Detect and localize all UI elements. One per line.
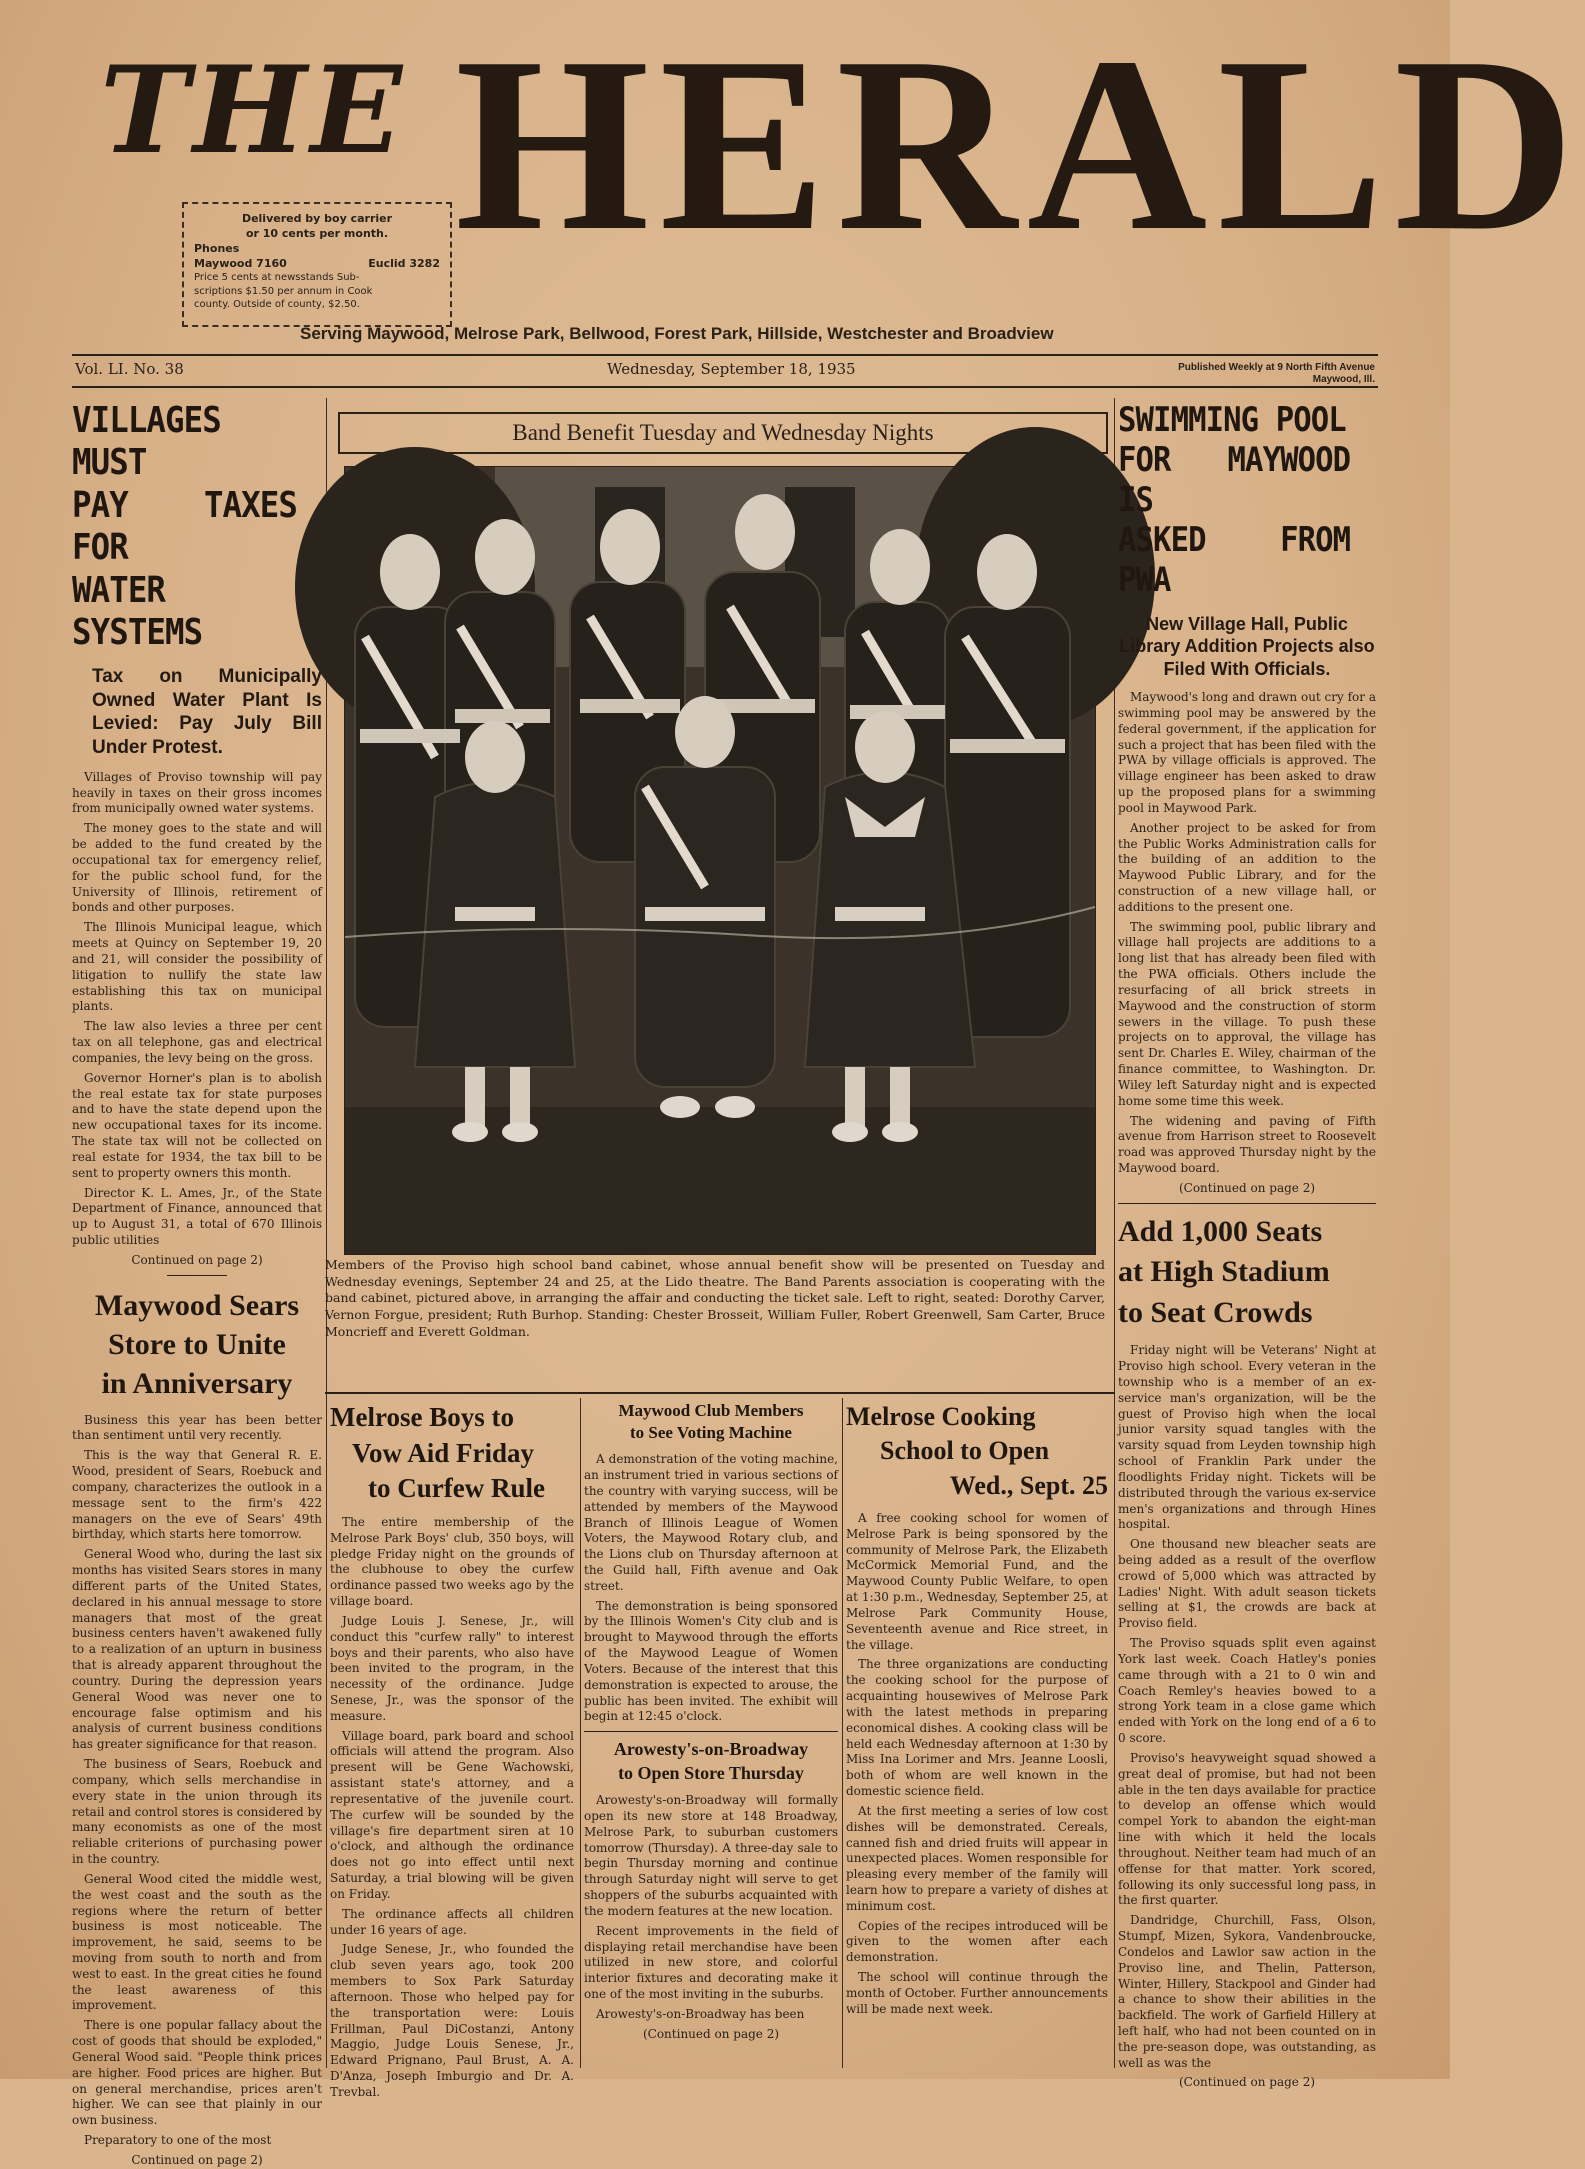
sears-paragraph: Business this year has been better than sentiment until very recently.: [72, 1412, 322, 1443]
melrose-boys-headline: [330, 1400, 574, 1507]
cooking-headline: [846, 1400, 1108, 1503]
caption-rule: [325, 1392, 1115, 1394]
headline-line: to Seat Crowds: [1118, 1295, 1313, 1329]
right-column: [1118, 400, 1376, 2090]
melrose-boys-paragraph: The ordinance affects all children under 16 years of age.: [330, 1906, 574, 1937]
headline-line: SWIMMING POOL: [1118, 400, 1346, 440]
continued-notice: (Continued on page 2): [1178, 1180, 1316, 1195]
volume-number: Vol. LI. No. 38: [75, 360, 184, 378]
publisher-info: [1085, 362, 1375, 386]
photo-caption: Members of the Proviso high school band cabinet, whose annual benefit show will be presented on Tuesday and Wednesday evenings, September 24 and 25, at the Lido theatre. The Band Parents association is cooperating with the band cabinet, pictured above, in arranging the affair and conducting the ticket sale. Left to right, seated: Dorothy Carver, Vernon Forgue, president; Ruth Burhop. Standing: Chester Brosseit, William Fuller, Robert Greenwell, Sam Carter, Bruce Moncrieff and Everett Goldman.: [325, 1257, 1105, 1339]
villages-paragraph: Director K. L. Ames, Jr., of the State Department of Finance, announced that up to August 31, a total of 670 Illinois public utilities: [72, 1185, 322, 1247]
melrose-boys-paragraph: Village board, park board and school officials will attend the program. Also present will be Gene Wachowski, assistant state's attorney, and a representative of the juvenile court. The curfew will be sounded by the village's fire department siren at 10 o'clock, and although the ordinance does not go into effect until next Saturday, a trial blowing will be given on Friday.: [330, 1728, 574, 1901]
issue-date: Wednesday, September 18, 1935: [607, 360, 856, 378]
masthead-the: THE: [100, 40, 407, 181]
headline-line: Store to Unite: [108, 1327, 286, 1361]
stadium-paragraph: Friday night will be Veterans' Night at Proviso high school. Every veteran in the township who is a member of an ex-service man's organization, will be the guest of Proviso high when the local junior varsity squad tangles with the varsity squad from Leyden township high school of Franklin Park under the floodlights Friday night. Tickets will be distributed through the various ex-service men's organizations and through Hines hospital.: [1118, 1343, 1376, 1532]
photo-illustration: [345, 467, 1095, 1254]
headline-line: School to Open: [880, 1436, 1050, 1466]
band-cabinet-photo: [344, 466, 1096, 1255]
headline-line: Melrose Cooking: [846, 1402, 1036, 1431]
melrose-boys-paragraph: The entire membership of the Melrose Park Boys' club, 350 boys, will pledge Friday night on the grounds of the clubhouse to obey the curfew ordinance passed two weeks ago by the village board.: [330, 1514, 574, 1609]
divider: [584, 1731, 838, 1732]
pool-paragraph: The widening and paving of Fifth avenue from Harrison street to Roosevelt road was approved Thursday night by the Maywood board.: [1118, 1113, 1376, 1176]
sears-paragraph: General Wood cited the middle west, the west coast and the south as the regions where the return of better business is most noticeable. The improvement, he said, seems to be moving from south to north and from west to east. In the great cities he found the least awareness of this improvement.: [72, 1871, 322, 2013]
continued-notice: Continued on page 2): [131, 2152, 263, 2167]
villages-article: [72, 400, 322, 1276]
voting-paragraph: A demonstration of the voting machine, an instrument tried in various sections of the country with varying success, will be attended by members of the Maywood Branch of Illinois League of Women Voters, the Maywood Rotary club, and the Lions club on Thursday afternoon at the Guild hall, Fifth avenue and Oak street.: [584, 1452, 838, 1593]
divider: [167, 1275, 227, 1276]
delivery-phones: [194, 257, 440, 272]
villages-paragraph: The money goes to the state and will be added to the fund created by the occupational tax for emergency relief, for the public school fund, for the University of Illinois, retirement of bonds and other purposes.: [72, 821, 322, 915]
melrose-boys-article: [330, 1400, 574, 2099]
sears-article: [72, 1286, 322, 2169]
headline-line: Vow Aid Friday: [352, 1437, 535, 1468]
headline-line: to See Voting Machine: [630, 1423, 792, 1443]
headline-line: Maywood Sears: [94, 1288, 300, 1322]
stadium-headline: [1118, 1212, 1376, 1334]
sears-paragraph: Preparatory to one of the most: [84, 2133, 272, 2148]
headline-line: to Open Store Thursday: [618, 1762, 804, 1783]
masthead-rule-top: [72, 354, 1378, 356]
left-column: [72, 400, 322, 2167]
divider: [1118, 1203, 1376, 1204]
band-benefit-banner: Band Benefit Tuesday and Wednesday Nights: [338, 412, 1108, 454]
melrose-boys-paragraph: Judge Senese, Jr., who founded the club seven years ago, took 200 members to Sox Park Saturday afternoon. Those who helped pay for the transportation were: Louis Frillman, Paul DiCostanzi, Antony Maggio, Judge Louis Senese, Jr., Edward Prignano, Paul Brust, A. A. D'Anza, Joseph Imburgio and Dr. A. Trevbal.: [330, 1942, 574, 2099]
headline-line: Maywood Club Members: [618, 1401, 804, 1420]
masthead-title: HERALD: [455, 6, 1585, 283]
pool-headline: [1118, 400, 1350, 601]
villages-paragraph: Villages of Proviso township will pay heavily in taxes on their gross incomes from municipally owned water systems.: [72, 769, 322, 816]
headline-line: WATER SYSTEMS: [72, 569, 203, 654]
arowesty-paragraph: Recent improvements in the field of displaying retail merchandise have been utilized in new store, and colorful interior fixtures and decorating make it one of the most inviting in the suburbs.: [584, 1923, 838, 2001]
continued-notice: (Continued on page 2): [642, 2026, 780, 2041]
sears-paragraph: The business of Sears, Roebuck and company, which sells merchandise in every state in the union through its retail and control stores is considered by many economists as one of the most reliable criterions of purchasing power in the country.: [72, 1757, 322, 1867]
arowesty-paragraph: Arowesty's-on-Broadway has been: [596, 2006, 805, 2021]
pool-paragraph: The swimming pool, public library and village hall projects are additions to a long list that has already been filed with the PWA officials. Others include the resurfacing of all brick streets in Maywood and the construction of storm sewers in the village. To push these projects on to approval, the village has sent Dr. Charles E. Wiley, chairman of the finance committee, to Washington. Dr. Wiley left Saturday night and is expected home some time this week.: [1118, 919, 1376, 1108]
villages-paragraph: The Illinois Municipal league, which meets at Quincy on September 19, 20 and 21, will consider the possibility of litigation to nullify the state law establishing this tax on municipal plants.: [72, 920, 322, 1014]
melrose-boys-paragraph: Judge Louis J. Senese, Jr., will conduct this "curfew rally" to interest boys and their parents, who also have been invited to the program, in the necessity of the ordinance. Judge Senese, Jr., was the sponsor of the measure.: [330, 1613, 574, 1723]
headline-line: FOR MAYWOOD IS: [1118, 440, 1351, 521]
masthead: [100, 6, 1585, 330]
column-rule: [842, 1398, 843, 2068]
published-place: Maywood, Ill.: [1312, 374, 1375, 385]
delivery-line: scriptions $1.50 per annum in Cook: [194, 285, 373, 297]
cooking-paragraph: At the first meeting a series of low cost dishes will be demonstrated. Cereals, canned fish and dried fruits will appear in unexpected places. Women responsible for pleasing every member of the family will learn how to prepare a variety of dishes at minimum cost.: [846, 1803, 1108, 1913]
headline-line: PAY TAXES FOR: [72, 484, 297, 569]
stadium-paragraph: Proviso's heavyweight squad showed a great deal of promise, but had not been able in the ten days available for practice to develop an offense which would compel York to abandon the eight-man line with which it held the locals throughout. Neither team had much of an offense for that matter. York scored, following its only successful long pass, in the first quarter.: [1118, 1750, 1376, 1908]
phone-euclid: Euclid 3282: [368, 256, 440, 270]
voting-arowesty-column: [584, 1400, 838, 2068]
column-rule: [580, 1398, 581, 2068]
headline-line: Add 1,000 Seats: [1118, 1214, 1323, 1248]
pool-paragraph: Maywood's long and drawn out cry for a swimming pool may be answered by the federal government, if the application for such a project that has been filed with the PWA by village officials is approved. The village engineer has been asked to draw up the proposed plans for a swimming pool in Maywood Park.: [1118, 690, 1376, 815]
delivery-line: Price 5 cents at newsstands Sub-: [194, 272, 360, 284]
delivery-line: Phones: [194, 241, 240, 255]
villages-paragraph: The law also levies a three per cent tax on all telephone, gas and electrical companies, the levy being on the gross.: [72, 1019, 322, 1065]
cooking-school-article: [846, 1400, 1108, 2068]
masthead-rule-bottom: [72, 386, 1378, 388]
pool-deck: New Village Hall, Public Library Addition Projects also Filed With Officials.: [1119, 613, 1375, 679]
stadium-paragraph: One thousand new bleacher seats are being added as a result of the overflow crowd of 5,000 which was attracted by Ladies' Night. With adult season tickets selling at $1, the crowds are back at Proviso field.: [1118, 1537, 1376, 1631]
sears-headline: [72, 1286, 322, 1403]
delivery-line: or 10 cents per month.: [245, 226, 389, 240]
arowesty-headline: [584, 1738, 838, 1785]
villages-headline: [72, 400, 297, 655]
sears-paragraph: General Wood who, during the last six months has visited Sears stores in many different parts of the United States, declared in his annual message to store managers that most of the great business centers haven't awakened fully to a realization of an upturn in business that is already apparent throughout the country. During the depression years General Wood was never one to encourage false optimism and his analysis of current business conditions has greater significance for that reason.: [72, 1547, 322, 1752]
phone-maywood: Maywood 7160: [194, 256, 287, 270]
stadium-paragraph: The Proviso squads split even against York last week. Coach Hatley's ponies came through with a 21 to 0 win and Coach Remley's heavies bowed to a strong York team in a close game which ended with York on the long end of a 6 to 0 score.: [1118, 1636, 1376, 1746]
delivery-line: county. Outside of county, $2.50.: [194, 299, 360, 311]
continued-notice: (Continued on page 2): [1178, 2075, 1316, 2090]
cooking-paragraph: The school will continue through the month of October. Further announcements will be made next week.: [846, 1970, 1108, 2016]
headline-line: Melrose Boys to: [330, 1402, 514, 1432]
pool-paragraph: Another project to be asked for from the Public Works Administration calls for the building of an addition to the Maywood Public Library, and for the construction of a new village hall, or additions to the present one.: [1118, 820, 1376, 914]
cooking-paragraph: The three organizations are conducting the cooking school for the purpose of acquainting housewives of Melrose Park with the latest methods in preparing economical dishes. A cooking class will be held each Wednesday afternoon at 1:30 by Miss Ina Lorimer and Mrs. Jeanne Loosli, both of whom are well known in the domestic science field.: [846, 1657, 1108, 1799]
serving-line: Serving Maywood, Melrose Park, Bellwood, Forest Park, Hillside, Westchester and Broadview: [300, 324, 1054, 343]
voting-headline: [584, 1400, 838, 1444]
delivery-line: Delivered by boy carrier: [241, 212, 393, 225]
cooking-paragraph: Copies of the recipes introduced will be given to the women after each demonstration.: [846, 1918, 1108, 1965]
headline-line: ASKED FROM PWA: [1118, 520, 1351, 601]
sears-paragraph: This is the way that General R. E. Wood, president of Sears, Roebuck and company, characterizes the outlook in a message sent to the firm's 422 managers on the eve of Sears' 49th birthday, which starts here tomorrow.: [72, 1448, 322, 1542]
headline-line: Arowesty's-on-Broadway: [613, 1739, 809, 1760]
published-line: Published Weekly at 9 North Fifth Avenue: [1178, 362, 1375, 373]
villages-deck: Tax on Municipally Owned Water Plant Is Levied: Pay July Bill Under Protest.: [92, 665, 322, 759]
headline-line: VILLAGES MUST: [72, 400, 221, 484]
headline-line: to Curfew Rule: [368, 1473, 545, 1504]
arowesty-paragraph: Arowesty's-on-Broadway will formally open its new store at 148 Broadway, Melrose Park, to suburban customers tomorrow (Thursday). A three-day sale to begin Thursday morning and continue through Saturday night will serve to get shoppers of the suburbs acquainted with the modern features at the new location.: [584, 1793, 838, 1918]
voting-paragraph: The demonstration is being sponsored by the Illinois Women's City club and is brought to Maywood through the efforts of the Maywood League of Women Voters. Because of the interest that this demonstration is expected to arouse, the public has been invited. The exhibit will begin at 12:45 o'clock.: [584, 1598, 838, 1724]
stadium-paragraph: Dandridge, Churchill, Fass, Olson, Stumpf, Mizen, Sykora, Vandenbroucke, Condelos and Lawlor saw action in the Proviso line, and Thelin, Patterson, Winter, Hillery, Stackpool and Ginder had a chance to show their abilities in the backfield. The work of Garfield Hillery at left half, who had not been counted on in the pre-season dope, was outstanding, as well as was the: [1118, 1913, 1376, 2070]
headline-line: in Anniversary: [101, 1366, 293, 1400]
cooking-paragraph: A free cooking school for women of Melrose Park is being sponsored by the community of Melrose Park, the Elizabeth McCormick Memorial Fund, and the Maywood County Public Welfare, to open at 1:30 p.m., Wednesday, September 25, at Melrose Park Community House, Seventeenth avenue and Rice street, in the village.: [846, 1510, 1108, 1652]
sears-paragraph: There is one popular fallacy about the cost of goods that should be exploded," General Wood said. "People think prices are higher. Food prices are higher. But on general merchandise, prices aren't higher. We can see that plainly in our own business.: [72, 2018, 322, 2128]
delivery-box: [182, 202, 452, 327]
continued-notice: Continued on page 2): [131, 1252, 263, 1267]
villages-paragraph: Governor Horner's plan is to abolish the real estate tax for state purposes and to have the state depend upon the new occupational taxes for its income. The state tax will not be collected on real estate for 1934, the tax bill to be sent to property owners this month.: [72, 1070, 322, 1180]
headline-line: at High Stadium: [1118, 1255, 1330, 1289]
pool-article: [1118, 400, 1376, 1204]
headline-line: Wed., Sept. 25: [949, 1470, 1108, 1500]
stadium-article: [1118, 1212, 1376, 2092]
